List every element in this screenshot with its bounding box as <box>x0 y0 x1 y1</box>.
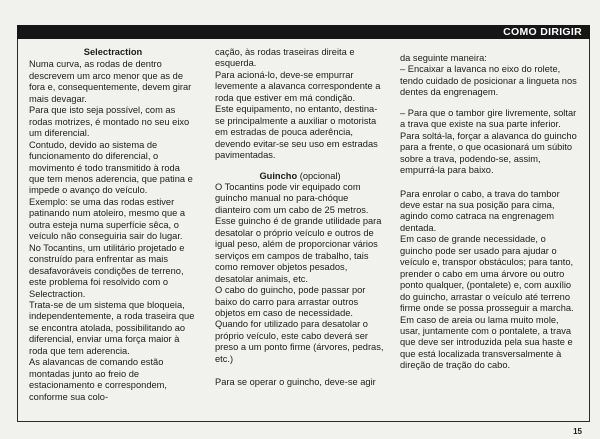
paragraph: Trata-se de um sistema que bloqueia, independentemente, a roda traseira que se encontra atolada, possibilitando ao diferencial, enviar uma força maior à roda que tem aderencia. <box>29 299 195 356</box>
paragraph: O cabo do guincho, pode passar por baixo do carro para arrastar outros objetos em caso de necessidade. Quando for utilizado para desatolar o próprio veículo, este cabo deverá ser preso a um ponto firme (árvores, pedras, etc.) <box>215 285 384 364</box>
paragraph: cação, às rodas traseiras direita e esquerda. <box>215 47 355 69</box>
paragraph: da seguinte maneira: <box>400 53 487 63</box>
paragraph: Para enrolar o cabo, a trava do tambor deve estar na sua posição para cima, agindo como catraca na engrenagem dentada. <box>400 188 560 233</box>
paragraph: O Tocantins pode vir equipado com guincho manual no para-chóque dianteiro com um cabo de 25 metros. Esse guincho é de grande utilidade para desatolar o próprio veículo e outros de igual peso, além de proporcionar vários serviços em campos de trabalho, tais como remover objetos pesados, desatolar animais, etc. <box>215 181 382 284</box>
paragraph: Para se operar o guincho, deve-se agir <box>215 377 376 388</box>
heading-guincho <box>215 171 385 182</box>
paragraph: No Tocantins, um utilitário projetado e construído para enfrentar as mais desafavoráveis condições de terreno, este problema foi resolvido com o Selectraction. <box>29 242 185 299</box>
paragraph: Exemplo: se uma das rodas estiver patinando num atoleiro, mesmo que a outra esteja numa superfície sêca, o veículo não conseguiria sair do lugar. <box>29 196 186 242</box>
paragraph: Para acioná-lo, deve-se empurrar levemente a alavanca correspondente a roda que estiver em má condição. <box>215 69 381 103</box>
section-title: COMO DIRIGIR <box>503 26 582 38</box>
section-header-bar <box>17 25 590 39</box>
paragraph: Para que isto seja possível, com as rodas motrizes, é montado no seu eixo um diferencial. <box>29 105 190 139</box>
column-3 <box>400 53 578 372</box>
heading-guincho-title: Guincho <box>259 170 298 181</box>
column-2 <box>215 47 385 389</box>
heading-guincho-note: (opcional) <box>299 170 341 181</box>
paragraph: As alavancas de comando estão montadas junto ao freio de estacionamento e correspondem, conforme sua colo- <box>29 357 167 402</box>
paragraph: Este equipamento, no entanto, destina-se principalmente a auxiliar o motorista em estradas de pouca aderência, devendo evitar-se seu uso em estradas pavimentadas. <box>215 104 378 161</box>
heading-selectraction: Selectraction <box>83 47 143 57</box>
page-number: 15 <box>573 427 582 436</box>
list-item: – Para que o tambor gire livremente, soltar a trava que existe na sua parte inferior. Para soltá-la, forçar a alavanca do guincho para a frente, o que ocasionará um súbito sobre a trava, podendo-se, assim, empurrá-la para baixo. <box>400 107 577 176</box>
paragraph: Em caso de grande necessidade, o guincho pode ser usado para ajudar o veículo e, transpor obstáculos; para tanto, prender o cabo em uma árvore ou outro ponto qualquer, (pontalete) e, com auxílio do guincho, arrastar o veículo até terreno firme onde se possa prosseguir a marcha. Em caso de areia ou lama muito mole, usar, juntamente com o pontalete, a trava que deve ser introduzida pela sua haste e que está localizada transversalmente à direção de tração do cabo. <box>400 234 574 371</box>
paragraph: Numa curva, as rodas de dentro descrevem um arco menor que as de fora e, consequentemente, devem girar mais devagar. <box>29 59 192 104</box>
list-item: – Encaixar a lavanca no eixo do rolete, tendo cuidado de posicionar a lingueta nos dentes da engrenagem. <box>400 64 577 98</box>
paragraph: Contudo, devido ao sistema de funcionamento do diferencial, o movimento é todo transmitido à roda que tem menos aderencia, que patina e impede o avanço do veículo. <box>29 139 193 196</box>
column-1 <box>29 47 197 403</box>
